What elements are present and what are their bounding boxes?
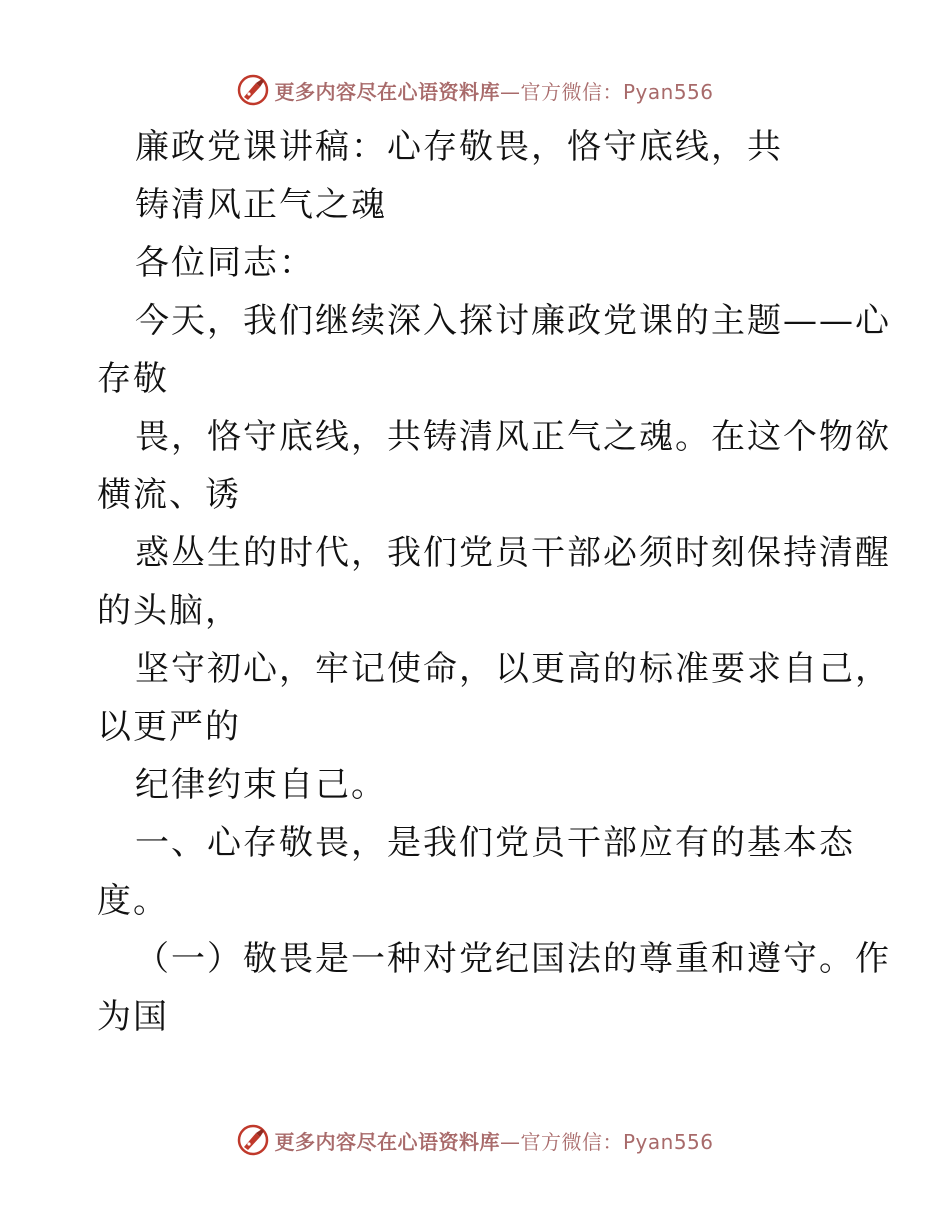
doc-title-line-1: 廉政党课讲稿：心存敬畏，恪守底线，共 [135,127,783,167]
doc-subsection: （一）敬畏是一种对党纪国法的尊重和遵守。作 [135,939,891,979]
doc-salutation: 各位同志： [135,243,315,283]
banner-text [274,76,713,105]
doc-subsection-cont: 为国 [97,997,169,1037]
banner-brand: 更多内容尽在心语资料库 [274,79,500,104]
banner-wechat-id: Pyan556 [622,1129,714,1154]
banner-brand: 更多内容尽在心语资料库 [274,1129,500,1154]
doc-line: 畏，恪守底线，共铸清风正气之魂。在这个物欲 [135,417,891,457]
pen-nib-logo-icon [236,1123,270,1157]
banner-wechat-id: Pyan556 [622,79,714,104]
doc-line: 以更严的 [97,707,241,747]
doc-line: 今天，我们继续深入探讨廉政党课的主题——心 [135,301,891,341]
doc-section-heading: 一、心存敬畏，是我们党员干部应有的基本态 [135,823,855,863]
banner-separator: — [499,79,521,104]
doc-line: 纪律约束自己。 [135,765,387,805]
banner-wechat-label: 官方微信： [520,79,623,104]
banner-wechat-label: 官方微信： [520,1129,623,1154]
doc-line: 的头脑， [97,591,241,631]
banner-text [274,1126,713,1155]
pen-nib-logo-icon [236,73,270,107]
doc-line: 惑丛生的时代，我们党员干部必须时刻保持清醒 [135,533,891,573]
header-banner [0,70,950,110]
doc-line: 坚守初心，牢记使命，以更高的标准要求自己， [135,649,891,689]
doc-section-heading-cont: 度。 [97,881,169,921]
banner-separator: — [499,1129,521,1154]
doc-line: 存敬 [97,359,169,399]
doc-line: 横流、诱 [97,475,241,515]
doc-title-line-2: 铸清风正气之魂 [135,185,387,225]
footer-banner [0,1120,950,1160]
